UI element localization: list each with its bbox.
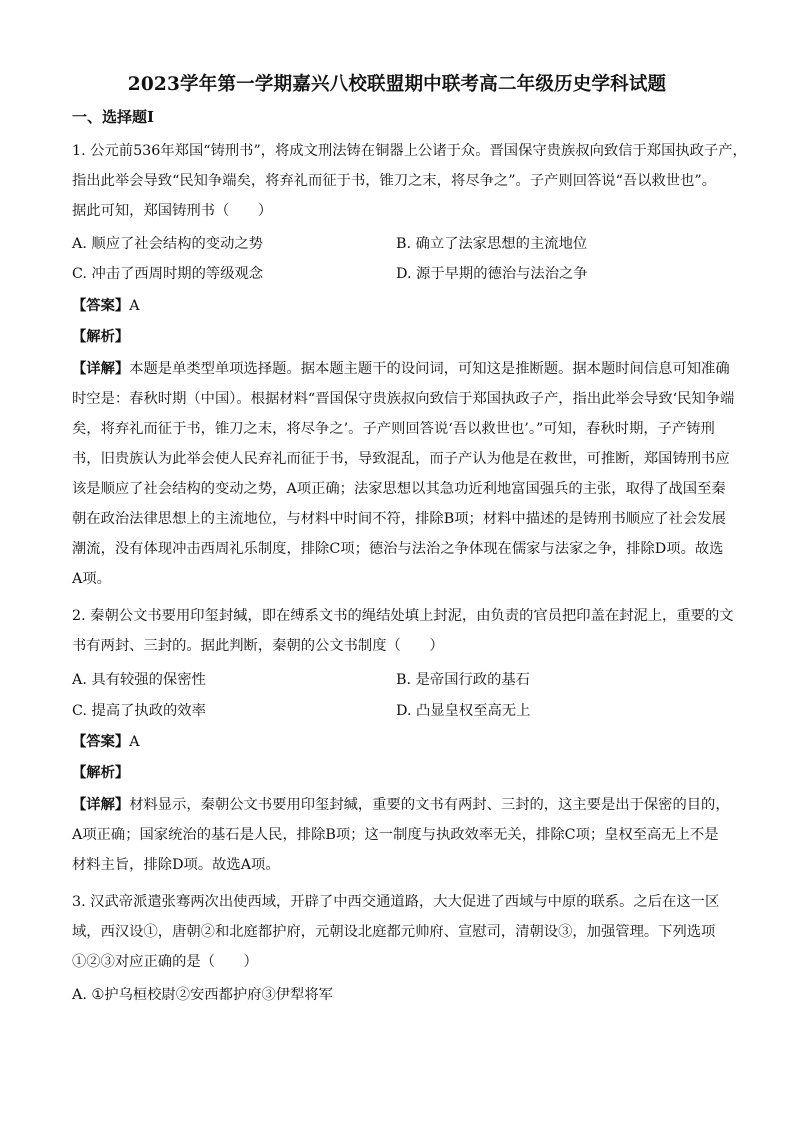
- q1-detail-line-5: 该是顺应了社会结构的变动之势，A项正确；法家思想以其急功近利地富国强兵的主张，取得了战国至秦: [72, 481, 726, 497]
- q3-stem-line-3: ①②③对应正确的是（ ）: [72, 954, 258, 970]
- q1-detail-line-8: A项。: [72, 571, 111, 587]
- q1-option-a: A. 顺应了社会结构的变动之势: [72, 236, 263, 252]
- detail-label: 【详解】: [72, 797, 130, 813]
- q2-detail-line-3: 材料主旨，排除D项。故选A项。: [72, 857, 280, 873]
- q1-detail-line-7: 潮流，没有体现冲击西周礼乐制度，排除C项；德治与法治之争体现在儒家与法家之争，排除D项。故选: [72, 541, 724, 557]
- q1-stem-line-3: 据此可知，郑国铸刑书（ ）: [72, 203, 273, 219]
- q2-answer-value: A: [129, 734, 140, 750]
- q1-detail-line-2: 时空是：春秋时期（中国）。根据材料“晋国保守贵族叔向致信于郑国执政子产，指出此举会导致‘民知争端: [72, 391, 735, 407]
- q2-option-a: A. 具有较强的保密性: [72, 672, 206, 688]
- detail-label: 【详解】: [72, 361, 130, 377]
- q1-option-d: D. 源于早期的德治与法治之争: [396, 266, 588, 282]
- q2-stem-line-2: 书有两封、三封的。据此判断，秦朝的公文书制度（ ）: [72, 638, 444, 654]
- q1-detail-text-1: 本题是单类型单项选择题。据本题主题干的设问词，可知这是推断题。据本题时间信息可知准确: [129, 361, 730, 377]
- q1-option-b: B. 确立了法家思想的主流地位: [396, 236, 588, 252]
- q1-analysis-label: 【解析】: [72, 329, 130, 345]
- q2-detail-text-1: 材料显示，秦朝公文书要用印玺封缄，重要的文书有两封、三封的，这主要是出于保密的目的，: [129, 797, 730, 813]
- q2-option-b: B. 是帝国行政的基石: [396, 672, 530, 688]
- q1-answer: [72, 295, 140, 315]
- q3-option-a: A. ①护乌桓校尉②安西都护府③伊犁将军: [72, 987, 333, 1003]
- q1-answer-value: A: [129, 298, 140, 314]
- q1-detail-line-1: [72, 358, 730, 378]
- q1-detail-line-6: 朝在政治法律思想上的主流地位，与材料中时间不符，排除B项；材料中描述的是铸刑书顺应了社会发展: [72, 511, 726, 527]
- q1-stem-line-2: 指出此举会导致“民知争端矣，将弃礼而征于书，锥刀之末，将尽争之”。子产则回答说“吾以救世也”。: [72, 173, 716, 189]
- q1-option-c: C. 冲击了西周时期的等级观念: [72, 266, 264, 282]
- q2-stem-line-1: 2. 秦朝公文书要用印玺封缄，即在缚系文书的绳结处填上封泥，由负责的官员把印盖在封泥上，重要的文: [72, 608, 734, 624]
- q2-analysis-label: 【解析】: [72, 765, 130, 781]
- page-title: 2023学年第一学期嘉兴八校联盟期中联考高二年级历史学科试题: [127, 74, 667, 95]
- q1-detail-line-3: 矣，将弃礼而征于书，锥刀之末，将尽争之’。子产则回答说‘吾以救世也’。”可知，春秋时期，子产铸刑: [72, 421, 715, 437]
- q2-option-c: C. 提高了执政的效率: [72, 703, 206, 719]
- q2-answer: [72, 731, 140, 751]
- q1-stem-line-1: 1. 公元前536年郑国“铸刑书”，将成文刑法铸在铜器上公诸于众。晋国保守贵族叔向致信于郑国执政子产，: [72, 143, 747, 159]
- q3-stem-line-2: 域，西汉设①，唐朝②和北庭都护府，元朝设北庭都元帅府、宣慰司，清朝设③，加强管理。下列选项: [72, 924, 716, 940]
- q2-option-d: D. 凸显皇权至高无上: [396, 703, 531, 719]
- q1-detail-line-4: 书，旧贵族认为此举会使人民弃礼而征于书，导致混乱，而子产认为他是在救世，可推断，郑国铸刑书应: [72, 451, 730, 467]
- section-heading: 一、选择题Ⅰ: [72, 108, 155, 126]
- answer-label: 【答案】: [72, 734, 130, 750]
- q2-detail-line-2: A项正确；国家统治的基石是人民，排除B项；这一制度与执政效率无关，排除C项；皇权至高无上不是: [72, 827, 719, 843]
- q2-detail-line-1: [72, 794, 730, 814]
- q3-stem-line-1: 3. 汉武帝派遣张骞两次出使西域，开辟了中西交通道路，大大促进了西域与中原的联系。之后在这一区: [72, 894, 720, 910]
- answer-label: 【答案】: [72, 298, 130, 314]
